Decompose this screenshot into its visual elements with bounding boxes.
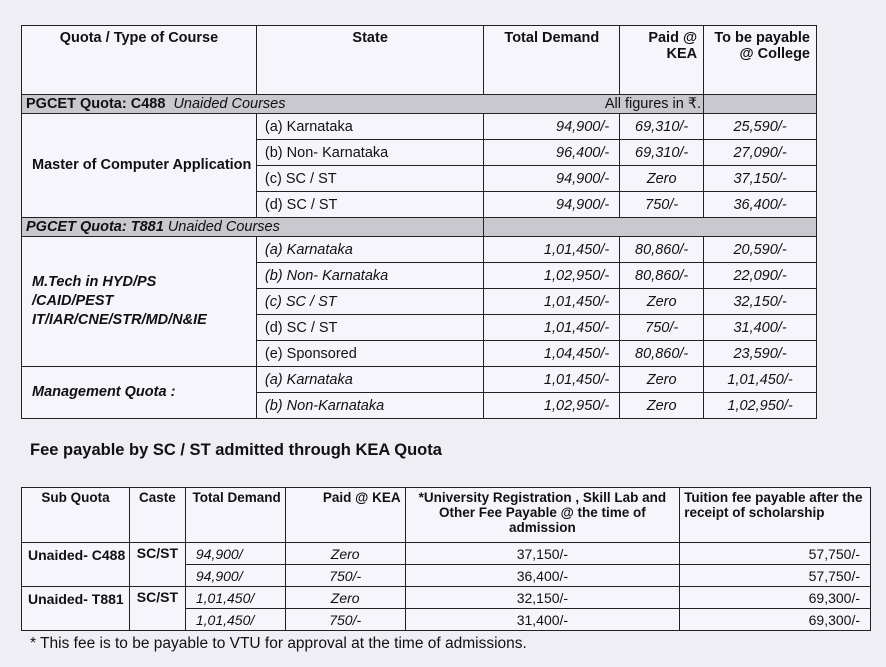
col-header-tuition-fee: Tuition fee payable after the receipt of scholarship: [680, 488, 871, 543]
total-demand-cell: 1,01,450/-: [484, 367, 620, 393]
state-cell: (d) SC / ST: [256, 315, 484, 341]
band-note: All figures in ₹.: [604, 96, 702, 112]
payable-college-cell: 27,090/-: [704, 140, 817, 166]
state-cell: (d) SC / ST: [256, 192, 484, 218]
table-row: [22, 367, 817, 393]
table-row: [22, 587, 871, 609]
total-demand-cell: 94,900/: [185, 565, 285, 587]
payable-college-cell: 25,590/-: [704, 114, 817, 140]
total-demand-cell: 1,01,450/-: [484, 237, 620, 263]
payable-college-cell: 37,150/-: [704, 166, 817, 192]
university-fee-cell: 31,400/-: [405, 609, 680, 631]
state-cell: (b) Non- Karnataka: [256, 263, 484, 289]
paid-kea-cell: 69,310/-: [620, 114, 704, 140]
total-demand-cell: 1,01,450/: [185, 587, 285, 609]
col-header-total-demand: Total Demand: [484, 26, 620, 95]
paid-kea-cell: Zero: [620, 393, 704, 419]
payable-college-cell: 36,400/-: [704, 192, 817, 218]
tuition-fee-cell: 57,750/-: [680, 565, 871, 587]
table-header-row: [22, 488, 871, 543]
total-demand-cell: 94,900/-: [484, 114, 620, 140]
payable-college-cell: 1,02,950/-: [704, 393, 817, 419]
col-header-total-demand: Total Demand: [185, 488, 285, 543]
paid-kea-cell: 750/-: [620, 315, 704, 341]
total-demand-cell: 1,04,450/-: [484, 341, 620, 367]
paid-kea-cell: Zero: [285, 543, 405, 565]
total-demand-cell: 1,01,450/-: [484, 315, 620, 341]
sub-quota-cell: Unaided- C488: [22, 543, 130, 587]
paid-kea-cell: 750/-: [620, 192, 704, 218]
paid-kea-cell: 750/-: [285, 609, 405, 631]
university-fee-cell: 37,150/-: [405, 543, 680, 565]
col-header-university-fee: *University Registration , Skill Lab and Other Fee Payable @ the time of admission: [405, 488, 680, 543]
paid-kea-cell: Zero: [285, 587, 405, 609]
payable-college-cell: 22,090/-: [704, 263, 817, 289]
total-demand-cell: 1,02,950/-: [484, 393, 620, 419]
paid-kea-cell: 80,860/-: [620, 263, 704, 289]
total-demand-cell: 94,900/-: [484, 166, 620, 192]
state-cell: (a) Karnataka: [256, 367, 484, 393]
col-header-quota: Quota / Type of Course: [22, 26, 257, 95]
paid-kea-cell: 750/-: [285, 565, 405, 587]
col-header-paid-kea: Paid @ KEA: [285, 488, 405, 543]
total-demand-cell: 94,900/-: [484, 192, 620, 218]
caste-cell: SC/ST: [129, 543, 185, 587]
state-cell: (b) Non- Karnataka: [256, 140, 484, 166]
state-cell: (c) SC / ST: [256, 166, 484, 192]
paid-kea-cell: Zero: [620, 289, 704, 315]
section-band-c488: [22, 95, 817, 114]
footnote: * This fee is to be payable to VTU for approval at the time of admissions.: [30, 635, 527, 652]
tuition-fee-cell: 69,300/-: [680, 609, 871, 631]
total-demand-cell: 96,400/-: [484, 140, 620, 166]
course-name: Management Quota :: [22, 367, 257, 419]
band-label: PGCET Quota: C488: [26, 96, 166, 112]
total-demand-cell: 1,02,950/-: [484, 263, 620, 289]
state-cell: (b) Non-Karnataka: [256, 393, 484, 419]
payable-college-cell: 1,01,450/-: [704, 367, 817, 393]
university-fee-cell: 32,150/-: [405, 587, 680, 609]
col-header-caste: Caste: [129, 488, 185, 543]
section-band-t881: [22, 218, 817, 237]
table-row: [22, 237, 817, 263]
tuition-fee-cell: 69,300/-: [680, 587, 871, 609]
tuition-fee-cell: 57,750/-: [680, 543, 871, 565]
col-header-sub-quota: Sub Quota: [22, 488, 130, 543]
table-row: [22, 114, 817, 140]
col-header-state: State: [256, 26, 484, 95]
payable-college-cell: 32,150/-: [704, 289, 817, 315]
caste-cell: SC/ST: [129, 587, 185, 631]
table-row: [22, 543, 871, 565]
col-header-paid-kea: Paid @ KEA: [620, 26, 704, 95]
university-fee-cell: 36,400/-: [405, 565, 680, 587]
course-name: M.Tech in HYD/PS /CAID/PEST IT/IAR/CNE/STR/MD/N&IE: [22, 237, 257, 367]
paid-kea-cell: 69,310/-: [620, 140, 704, 166]
payable-college-cell: 20,590/-: [704, 237, 817, 263]
course-name: Master of Computer Application: [22, 114, 257, 218]
paid-kea-cell: 80,860/-: [620, 341, 704, 367]
paid-kea-cell: Zero: [620, 166, 704, 192]
band-label: PGCET Quota: T881: [26, 219, 164, 235]
state-cell: (a) Karnataka: [256, 114, 484, 140]
total-demand-cell: 1,01,450/: [185, 609, 285, 631]
payable-college-cell: 23,590/-: [704, 341, 817, 367]
paid-kea-cell: 80,860/-: [620, 237, 704, 263]
col-header-payable-college: To be payable @ College: [704, 26, 817, 95]
payable-college-cell: 31,400/-: [704, 315, 817, 341]
fee-structure-table: [21, 25, 817, 419]
sub-quota-cell: Unaided- T881: [22, 587, 130, 631]
band-sub: Unaided Courses: [167, 219, 280, 235]
total-demand-cell: 1,01,450/-: [484, 289, 620, 315]
table-header-row: [22, 26, 817, 95]
total-demand-cell: 94,900/: [185, 543, 285, 565]
state-cell: (e) Sponsored: [256, 341, 484, 367]
paid-kea-cell: Zero: [620, 367, 704, 393]
section-title: Fee payable by SC / ST admitted through KEA Quota: [30, 441, 442, 459]
state-cell: (a) Karnataka: [256, 237, 484, 263]
band-sub: Unaided Courses: [173, 96, 286, 112]
sc-st-fee-table: [21, 487, 871, 631]
state-cell: (c) SC / ST: [256, 289, 484, 315]
